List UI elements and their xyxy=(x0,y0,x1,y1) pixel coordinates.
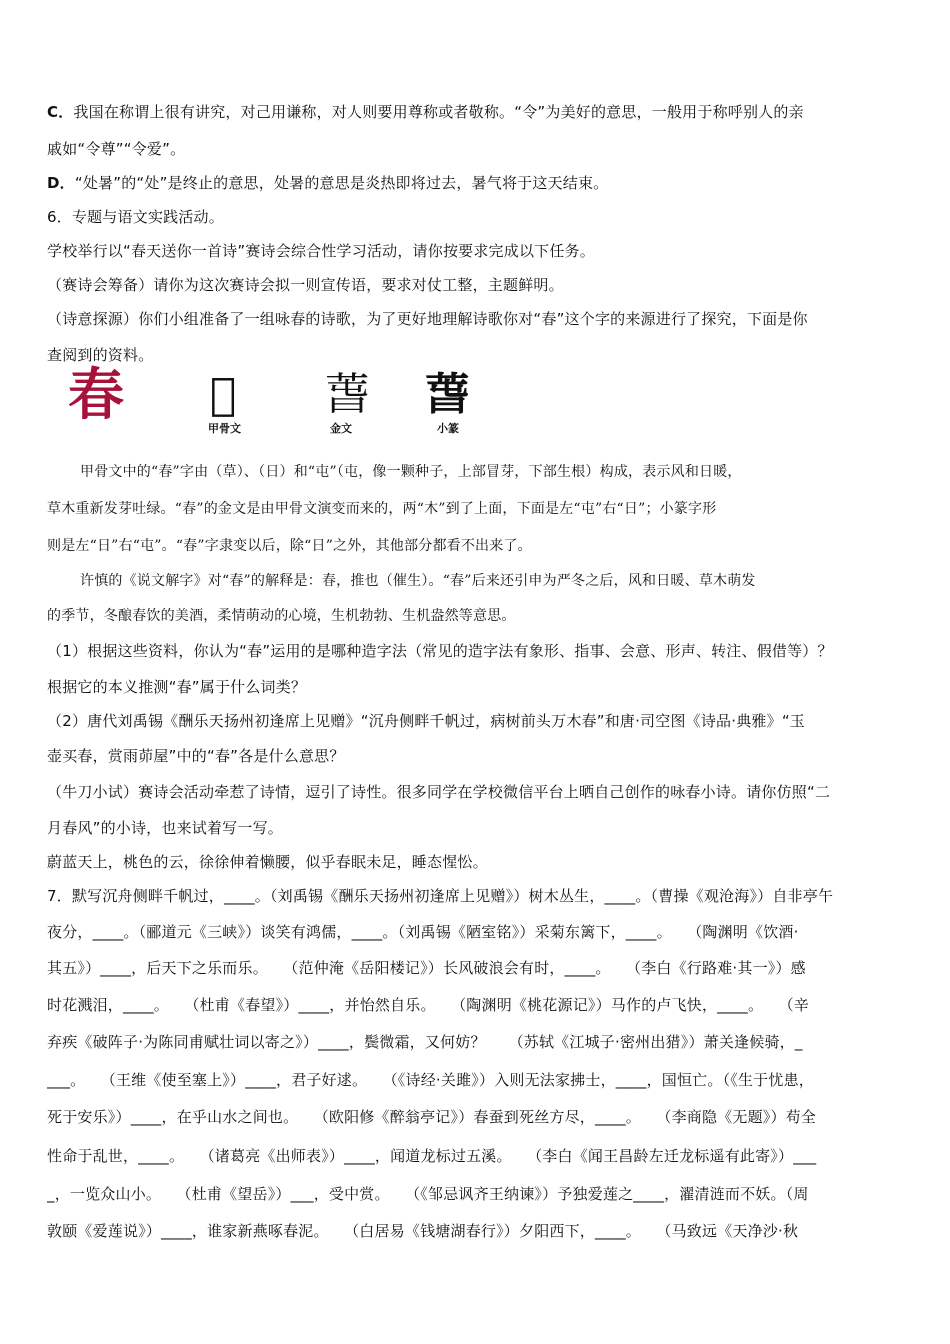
caption-oracle-bone: 甲骨文 xyxy=(208,422,241,435)
question-line: 根据它的本义推测“春”属于什么词类？ xyxy=(47,678,307,696)
question-7-line: 其五》）____，后天下之乐而乐。 （范仲淹《岳阳楼记》）长风破浪会有时，____。 （李白《行路难·其一》）感 xyxy=(47,959,806,977)
chun-character-evolution-figure xyxy=(60,362,500,440)
question-line: （牛刀小试）赛诗会活动牵惹了诗情，逗引了诗性。很多同学在学校微信平台上晒自己创作的咏春小诗。请你仿照“二 xyxy=(47,783,831,801)
material-paragraph-line: 甲骨文中的“春”字由（草）、（日）和“屯”（屯，像一颗种子，上部冒芽，下部生根）构成，表示风和日暖， xyxy=(80,464,742,480)
chun-calligraphy-glyph: 春 xyxy=(68,362,124,428)
material-paragraph-line: 的季节，冬酿春饮的美酒，柔情萌动的心境，生机勃勃、生机盎然等意思。 xyxy=(47,608,516,624)
material-paragraph-line: 草木重新发芽吐绿。“春”的金文是由甲骨文演变而来的，两“木”到了上面，下面是左“屯”右“日”；小篆字形 xyxy=(47,501,717,517)
caption-small-seal: 小篆 xyxy=(437,422,459,435)
question-line: （1）根据这些资料，你认为“春”运用的是哪种造字法（常见的造字法有象形、指事、会意、形声、转注、假借等）？ xyxy=(47,642,833,660)
question-6-heading: 6．专题与语文实践活动。 xyxy=(47,208,224,226)
sample-poem: 蔚蓝天上，桃色的云，徐徐伸着懒腰，似乎春眠未足，睡态惺忪。 xyxy=(47,853,488,871)
material-paragraph-line: 则是左“日”右“屯”。“春”字隶变以后，除“日”之外，其他部分都看不出来了。 xyxy=(47,538,532,554)
question-line: 壶买春，赏雨茆屋”中的“春”各是什么意思？ xyxy=(47,747,345,765)
bronze-script-glyph: 萅 xyxy=(325,369,369,420)
question-7-line: 敦颐《爱莲说》）____，谁家新燕啄春泥。 （白居易《钱塘湖春行》）夕阳西下，____。 （马致远《天净沙·秋 xyxy=(47,1222,799,1240)
option-d-text: “处暑”的“处”是终止的意思，处暑的意思是炎热即将过去，暑气将于这天结束。 xyxy=(74,174,609,192)
material-paragraph-line: 许慎的《说文解字》对“春”的解释是：春，推也（催生）。“春”后来还引申为严冬之后，风和日暖、草木萌发 xyxy=(80,573,756,589)
question-7-line: 7．默写沉舟侧畔千帆过，____。（刘禹锡《酬乐天扬州初逢席上见赠》）树木丛生，____。（曹操《观沧海》）自非亭午 xyxy=(47,887,834,905)
option-d-line xyxy=(47,173,907,193)
question-7-line: 弃疾《破阵子·为陈同甫赋壮词以寄之》）____，鬓微霜，又何妨？ （苏轼《江城子·密州出猎》）萧关逢候骑，_ xyxy=(47,1033,803,1051)
small-seal-glyph: 萅 xyxy=(425,369,469,420)
option-c-text: 我国在称谓上很有讲究，对己用谦称，对人则要用尊称或者敬称。“令”为美好的意思，一般用于称呼别人的亲 xyxy=(73,103,804,121)
caption-bronze: 金文 xyxy=(330,422,352,435)
question-7-line: 死于安乐》）____，在乎山水之间也。 （欧阳修《醉翁亭记》）春蚕到死丝方尽，____。 （李商隐《无题》）苟全 xyxy=(47,1108,817,1126)
question-7-line: 时花溅泪，____。 （杜甫《春望》）____，并怡然自乐。 （陶渊明《桃花源记》）马作的卢飞快，____。 （辛 xyxy=(47,996,810,1014)
option-c-line-2: 戚如“令尊”“令爱”。 xyxy=(47,140,186,158)
option-d-label: D． xyxy=(47,174,75,192)
task-prepare: （赛诗会筹备）请你为这次赛诗会拟一则宣传语，要求对仗工整，主题鲜明。 xyxy=(47,276,564,294)
question-line: 月春风”的小诗，也来试着写一写。 xyxy=(47,819,283,837)
question-7-line: _，一览众山小。 （杜甫《望岳》）___，受中赏。 （《邹忌讽齐王纳谏》）予独爱莲之____，濯清涟而不妖。（周 xyxy=(47,1185,809,1203)
activity-intro: 学校举行以“春天送你一首诗”赛诗会综合性学习活动，请你按要求完成以下任务。 xyxy=(47,242,595,260)
question-7-line: ___。 （王维《使至塞上》）____，君子好逑。 （《诗经·关雎》）入则无法家拂士，____，国恒亡。（《生于忧患， xyxy=(47,1071,814,1089)
task-explore-2: 查阅到的资料。 xyxy=(47,346,154,364)
question-7-line: 夜分，____。（郦道元《三峡》）谈笑有鸿儒，____。（刘禹锡《陋室铭》）采菊东篱下，____。 （陶渊明《饮酒· xyxy=(47,923,799,941)
oracle-bone-glyph: 𣌢 xyxy=(210,369,237,420)
task-explore-1: （诗意探源）你们小组准备了一组咏春的诗歌，为了更好地理解诗歌你对“春”这个字的来源进行了探究，下面是你 xyxy=(47,310,808,328)
question-7-line: 性命于乱世，____。 （诸葛亮《出师表》）____，闻道龙标过五溪。 （李白《闻王昌龄左迁龙标遥有此寄》）___ xyxy=(47,1147,817,1165)
option-c-line-1 xyxy=(47,102,907,122)
question-line: （2）唐代刘禹锡《酬乐天扬州初逢席上见赠》“沉舟侧畔千帆过，病树前头万木春”和唐·司空图《诗品·典雅》“玉 xyxy=(47,712,805,730)
option-c-label: C． xyxy=(47,103,74,121)
